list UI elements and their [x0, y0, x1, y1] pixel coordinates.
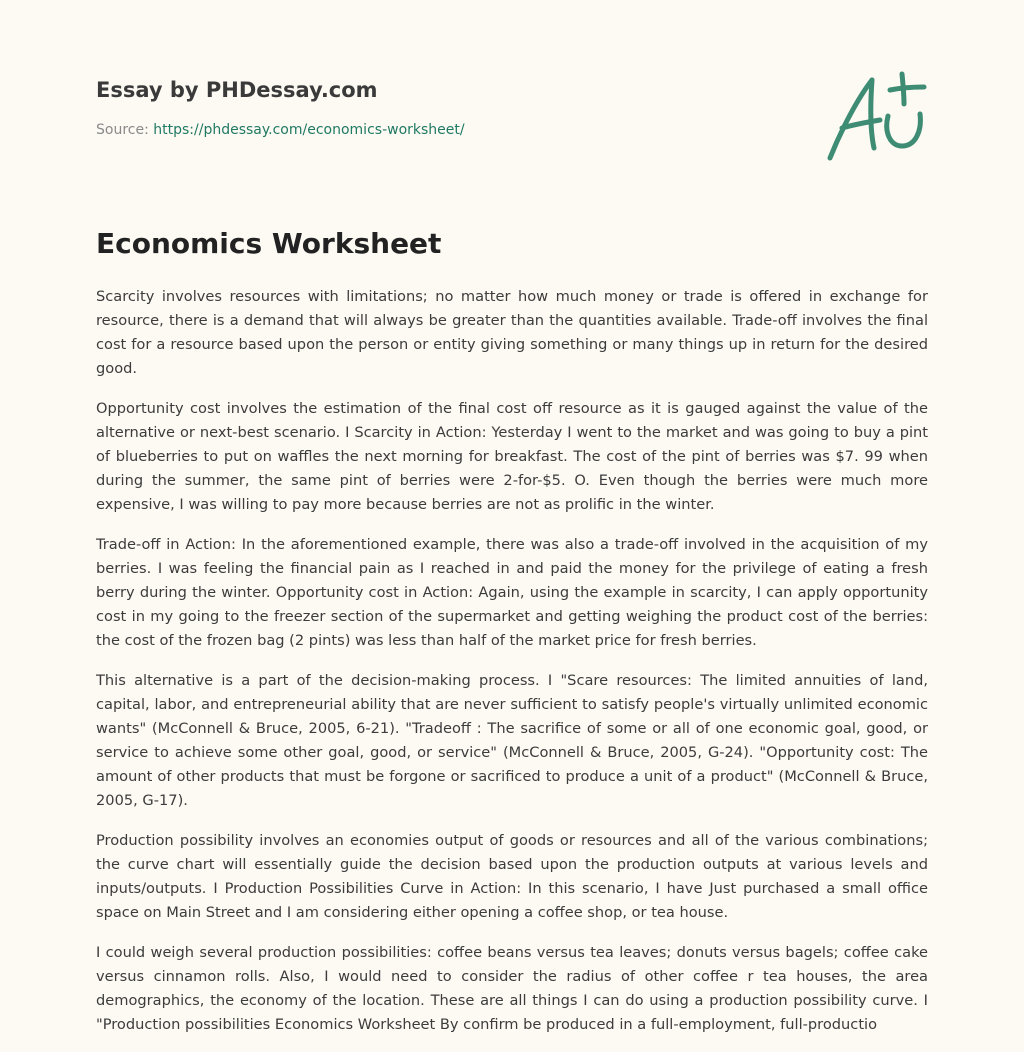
a-plus-logo-icon	[820, 68, 930, 168]
source-line	[96, 120, 928, 140]
paragraph: This alternative is a part of the decision-making process. I "Scare resources: The limited annuities of land, capital, labor, and entrepreneurial ability that are never sufficient to satisfy people's virtually unlimited economic wants" (McConnell & Bruce, 2005, 6-21). "Tradeoff : The sacrifice of some or all of one economic goal, good, or service to achieve some other goal, good, or service" (McConnell & Bruce, 2005, G-24). "Opportunity cost: The amount of other products that must be forgone or sacrificed to produce a unit of a product" (McConnell & Bruce, 2005, G-17).	[96, 672, 928, 809]
paragraph: Trade-off in Action: In the aforementioned example, there was also a trade-off involved in the acquisition of my berries. I was feeling the financial pain as I reached in and paid the money for the privilege of eating a fresh berry during the winter. Opportunity cost in Action: Again, using the example in scarcity, I can apply opportunity cost in my going to the freezer section of the supermarket and getting weighing the product cost of the berries: the cost of the frozen bag (2 pints) was less than half of the market price for fresh berries.	[96, 536, 928, 649]
paragraph: I could weigh several production possibilities: coffee beans versus tea leaves; donuts versus bagels; coffee cake versus cinnamon rolls. Also, I would need to consider the radius of other coffee r tea houses, the area demographics, the economy of the location. These are all things I can do using a production possibility curve. I "Production possibilities Economics Worksheet By confirm be produced in a full-employment, full-productio	[96, 944, 928, 1033]
paragraph: Scarcity involves resources with limitations; no matter how much money or trade is offered in exchange for resource, there is a demand that will always be greater than the quantities available. Trade-off involves the final cost for a resource based upon the person or entity giving something or many things up in return for the desired good.	[96, 288, 928, 377]
site-title: Essay by PHDessay.com	[96, 78, 378, 102]
source-label: Source:	[96, 122, 149, 138]
paragraph: Production possibility involves an economies output of goods or resources and all of the various combinations; the curve chart will essentially guide the decision based upon the production outputs at various levels and inputs/outputs. I Production Possibilities Curve in Action: In this scenario, I have Just purchased a small office space on Main Street and I am considering either opening a coffee shop, or tea house.	[96, 832, 928, 921]
document-title: Economics Worksheet	[96, 227, 442, 260]
paragraph: Opportunity cost involves the estimation of the final cost off resource as it is gauged against the value of the alternative or next-best scenario. I Scarcity in Action: Yesterday I went to the market and was going to buy a pint of blueberries to put on waffles the next morning for breakfast. The cost of the pint of berries was $7. 99 when during the summer, the same pint of berries were 2-for-$5. O. Even though the berries were much more expensive, I was willing to pay more because berries are not as prolific in the winter.	[96, 400, 928, 513]
source-link[interactable]: https://phdessay.com/economics-worksheet/	[153, 122, 465, 138]
essay-body	[96, 285, 928, 1052]
essay-header	[96, 76, 928, 140]
